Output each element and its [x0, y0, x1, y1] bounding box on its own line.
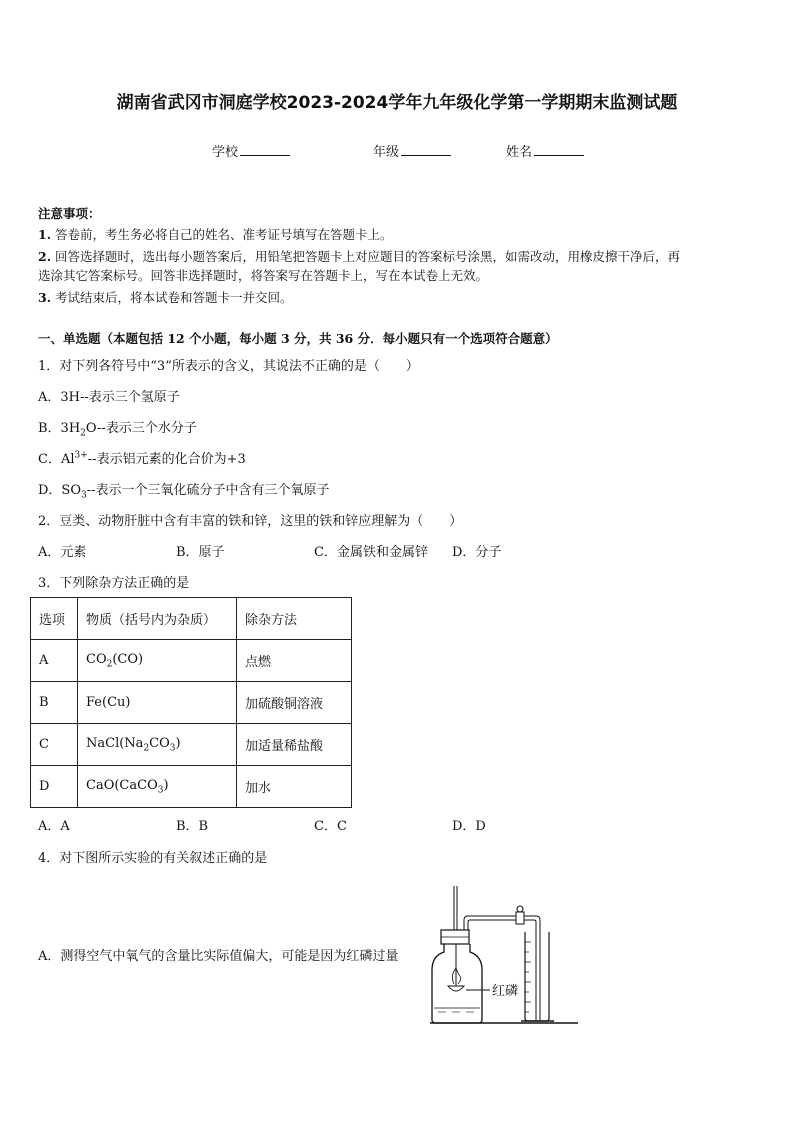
table-row: [31, 640, 352, 682]
table-row: [31, 682, 352, 724]
q3-option-c: C．C: [314, 819, 347, 834]
table-cell: 点燃: [237, 640, 352, 682]
q2-option-a: A．元素: [38, 545, 87, 560]
school-label: 学校: [212, 145, 239, 160]
table-row: [31, 766, 352, 808]
table-header: 选项: [31, 598, 78, 640]
table-cell: 加适量稀盐酸: [237, 724, 352, 766]
q1-option-b: B．$3H_2O--$表示三个水分子: [38, 421, 197, 439]
table-cell: Fe(Cu): [78, 682, 237, 724]
school-blank: [240, 143, 290, 156]
table-cell: A: [31, 640, 78, 682]
table-cell: D: [31, 766, 78, 808]
name-blank: [534, 143, 584, 156]
grade-blank: [401, 143, 451, 156]
q1-option-d: D．$SO_3--$表示一个三氧化硫分子中含有三个氧原子: [38, 483, 330, 501]
table-header-row: [31, 598, 352, 640]
table-cell: $NaCl(Na_2CO_3)$: [78, 724, 237, 766]
table-cell: 加水: [237, 766, 352, 808]
q3-option-a: A．A: [38, 819, 70, 834]
name-field: [506, 141, 584, 160]
q1-option-a: A．3H--表示三个氢原子: [38, 390, 180, 405]
note-item: 2. 回答选择题时，选出每小题答案后，用铅笔把答题卡上对应题目的答案标号涂黑，如需改动，用橡皮擦干净后，再: [38, 249, 681, 264]
grade-label: 年级: [373, 145, 400, 160]
phosphorus-experiment-figure: [428, 882, 580, 1027]
section-heading: 一、单选题（本题包括 12 个小题，每小题 3 分，共 36 分．每小题只有一个选项符合题意）: [38, 331, 558, 346]
table-row: [31, 724, 352, 766]
q1-stem: 1．对下列各符号中“3”所表示的含义，其说法不正确的是（ ）: [38, 359, 419, 374]
table-cell: B: [31, 682, 78, 724]
note-item: 3. 考试结束后，将本试卷和答题卡一并交回。: [38, 290, 293, 305]
table-cell: $CO_2(CO)$: [78, 640, 237, 682]
q1-option-c: C．$Al^{3+}--$表示铝元素的化合价为+3: [38, 450, 246, 467]
table-header: 物质（括号内为杂质）: [78, 598, 237, 640]
q3-option-d: D．D: [452, 819, 486, 834]
name-label: 姓名: [506, 145, 533, 160]
q2-stem: 2．豆类、动物肝脏中含有丰富的铁和锌，这里的铁和锌应理解为（ ）: [38, 514, 463, 529]
table-header: 除杂方法: [237, 598, 352, 640]
note-item: 选涂其它答案标号。回答非选择题时，将答案写在答题卡上，写在本试卷上无效。: [38, 268, 489, 283]
table-cell: 加硫酸铜溶液: [237, 682, 352, 724]
grade-field: [373, 141, 451, 160]
q4-stem: 4．对下图所示实验的有关叙述正确的是: [38, 851, 268, 866]
page-title: 湖南省武冈市洞庭学校2023-2024学年九年级化学第一学期期末监测试题: [116, 93, 678, 113]
table-cell: CaO(CaCO$_3$): [78, 766, 237, 808]
q2-option-b: B．原子: [176, 545, 225, 560]
q2-option-d: D．分子: [452, 545, 502, 560]
q4-option-a: A．测得空气中氧气的含量比实际值偏大，可能是因为红磷过量: [38, 949, 399, 964]
school-field: [212, 141, 290, 160]
q3-stem: 3．下列除杂方法正确的是: [38, 576, 190, 591]
q3-option-b: B．B: [176, 819, 209, 834]
note-item: 1. 答卷前，考生务必将自己的姓名、准考证号填写在答题卡上。: [38, 227, 393, 242]
table-cell: C: [31, 724, 78, 766]
notes-heading: 注意事项：: [38, 206, 101, 221]
red-phosphorus-label: 红磷: [492, 984, 519, 999]
q2-option-c: C．金属铁和金属锌: [314, 545, 428, 560]
q3-table: [30, 597, 352, 808]
